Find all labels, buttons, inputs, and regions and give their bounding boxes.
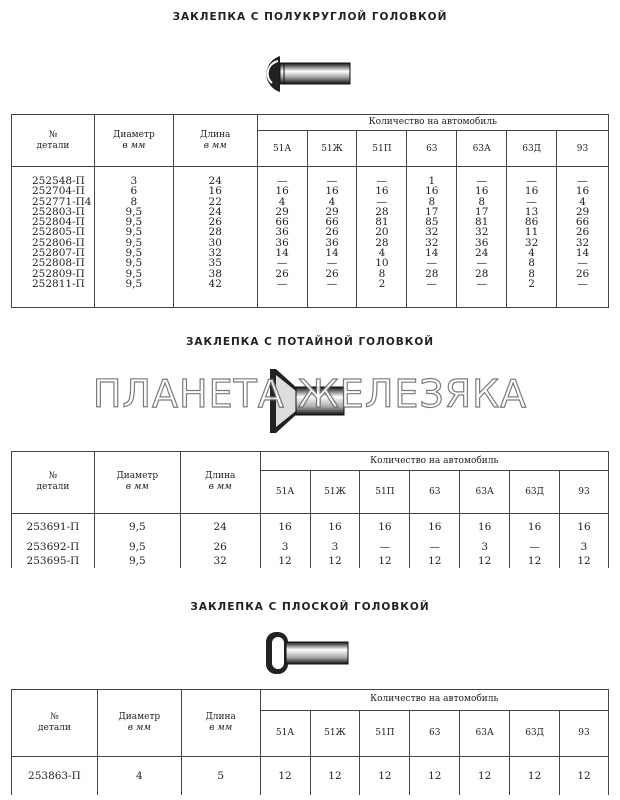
cell-value: 252805-П (32, 226, 85, 239)
quantity-column (257, 167, 307, 308)
cell-value: 32 (425, 236, 439, 249)
header-model: 51Ж (310, 471, 360, 514)
part-number-column (12, 167, 95, 308)
header-length: Длина в мм (180, 452, 260, 514)
cell-value: 6 (130, 185, 138, 198)
cell-value: 36 (325, 236, 339, 249)
header-model: 93 (557, 131, 609, 167)
header-diameter: Диаметр в мм (94, 452, 180, 514)
header-part-no: № детали (12, 115, 95, 167)
cell-value: 16 (475, 185, 489, 198)
cell-value: 16 (575, 185, 590, 198)
header-quantity: Количество на автомобиль (260, 452, 608, 471)
cell-value: 28 (208, 226, 222, 239)
cell-value: 252809-П (32, 267, 85, 280)
cell-value: 16 (325, 185, 339, 198)
header-model: 93 (560, 471, 609, 514)
cell-value: 66 (325, 216, 339, 229)
cell-quantity: 16 (310, 513, 360, 539)
cell-value: 4 (278, 195, 286, 208)
cell-quantity: 12 (260, 756, 310, 795)
cell-quantity: 12 (360, 554, 410, 568)
cell-value: 20 (375, 226, 389, 239)
cell-value: 22 (208, 195, 222, 208)
cell-value: 36 (275, 236, 289, 249)
cell-value: — (526, 195, 537, 208)
cell-value: 16 (425, 185, 439, 198)
cell-value: 14 (275, 247, 289, 260)
quantity-column (457, 167, 507, 308)
cell-value: — (376, 175, 388, 187)
cell-quantity: 3 (310, 539, 360, 553)
cell-value: 252806-П (32, 236, 85, 249)
cell-value: 11 (524, 226, 539, 239)
header-model: 63 (410, 710, 460, 756)
cell-value: 32 (524, 236, 539, 249)
cell-len: 32 (180, 554, 260, 568)
cell-quantity: 12 (560, 554, 609, 568)
header-model: 51А (257, 131, 307, 167)
quantity-column (557, 167, 609, 308)
cell-value: — (326, 277, 338, 290)
cell-value: 32 (575, 236, 590, 249)
table-row (12, 554, 609, 568)
cell-value: 4 (579, 195, 586, 208)
cell-quantity: — (360, 539, 410, 553)
cell-part: 253863-П (12, 756, 98, 795)
cell-quantity: 12 (260, 554, 310, 568)
cell-dia: 4 (97, 756, 181, 795)
round-head-rivet-table (11, 114, 609, 308)
cell-value: 16 (375, 185, 389, 198)
cell-value: 4 (528, 247, 535, 260)
cell-quantity: 12 (310, 554, 360, 568)
cell-value: 1 (428, 175, 436, 187)
diameter-column (94, 167, 173, 308)
cell-quantity: 3 (560, 539, 609, 553)
cell-dia: 9,5 (94, 539, 180, 553)
cell-quantity: 3 (260, 539, 310, 553)
cell-value: — (476, 257, 487, 270)
table-row (12, 539, 609, 553)
cell-value: 9,5 (125, 205, 143, 218)
cell-value: 42 (208, 277, 222, 290)
header-model: 51Ж (310, 710, 360, 756)
cell-value: 17 (475, 205, 489, 218)
length-column (173, 167, 257, 308)
cell-value: 29 (275, 205, 289, 218)
header-model: 63А (460, 471, 510, 514)
cell-value: 29 (325, 205, 339, 218)
header-model: 63Д (510, 471, 560, 514)
cell-value: 252811-П (32, 277, 85, 290)
header-quantity: Количество на автомобиль (257, 115, 608, 131)
cell-value: 29 (575, 205, 590, 218)
header-model: 51П (357, 131, 407, 167)
cell-quantity: 16 (260, 513, 310, 539)
cell-value: 81 (375, 216, 389, 229)
table-row (12, 513, 609, 539)
section-title-round-head: ЗАКЛЕПКА С ПОЛУКРУГЛОЙ ГОЛОВКОЙ (172, 11, 448, 23)
cell-value: — (276, 277, 288, 290)
cell-value: 86 (524, 216, 539, 229)
cell-value: 32 (208, 247, 222, 260)
cell-value: 252771-П4 (32, 195, 92, 208)
header-model: 63 (407, 131, 457, 167)
cell-quantity: 12 (410, 756, 460, 795)
cell-value: 17 (425, 205, 439, 218)
cell-quantity: — (410, 539, 460, 553)
cell-quantity: 12 (410, 554, 460, 568)
cell-value: — (326, 175, 338, 187)
cell-value: — (476, 175, 487, 187)
section-title-countersunk-head: ЗАКЛЕПКА С ПОТАЙНОЙ ГОЛОВКОЙ (185, 336, 435, 348)
cell-value: 32 (425, 226, 439, 239)
cell-dia: 9,5 (94, 513, 180, 539)
cell-part: 253695-П (12, 554, 95, 568)
flat-head-rivet-illustration (262, 628, 352, 678)
header-diameter: Диаметр в мм (97, 690, 181, 757)
cell-value: 30 (208, 236, 222, 249)
cell-quantity: 16 (460, 513, 510, 539)
quantity-column (407, 167, 457, 308)
cell-value: 36 (275, 226, 289, 239)
cell-value: 8 (478, 195, 486, 208)
cell-value: 81 (475, 216, 489, 229)
cell-quantity: 12 (460, 756, 510, 795)
cell-value: 9,5 (125, 236, 143, 249)
cell-value: 13 (524, 205, 539, 218)
cell-value: 4 (328, 195, 336, 208)
cell-value: 38 (208, 267, 222, 280)
cell-value: — (276, 257, 288, 270)
watermark-text: ПЛАНЕТА ЖЕЛЕЗЯКА (92, 372, 528, 416)
cell-quantity: 16 (360, 513, 410, 539)
countersunk-rivet-table (11, 451, 609, 568)
cell-value: — (426, 277, 438, 290)
cell-quantity: 12 (510, 554, 560, 568)
cell-value: — (326, 257, 338, 270)
cell-quantity: 12 (460, 554, 510, 568)
header-length: Длина в мм (173, 115, 257, 167)
cell-quantity: — (510, 539, 560, 553)
cell-quantity: 12 (360, 756, 410, 795)
cell-value: 16 (275, 185, 289, 198)
cell-value: 66 (575, 216, 590, 229)
cell-value: 14 (325, 247, 339, 260)
cell-value: 252548-П (32, 175, 85, 187)
cell-value: 8 (428, 195, 436, 208)
flat-head-rivet-table (11, 689, 609, 795)
cell-value: — (376, 195, 388, 208)
cell-value: 9,5 (125, 267, 143, 280)
cell-quantity: 3 (460, 539, 510, 553)
cell-value: 4 (378, 247, 386, 260)
cell-dia: 9,5 (94, 554, 180, 568)
cell-value: 36 (475, 236, 489, 249)
cell-value: 8 (528, 267, 535, 280)
cell-value: 252807-П (32, 247, 85, 260)
cell-value: — (476, 277, 487, 290)
cell-value: 252704-П (32, 185, 85, 198)
cell-value: 2 (528, 277, 535, 290)
cell-value: 24 (208, 205, 222, 218)
quantity-column (507, 167, 557, 308)
cell-value: — (426, 257, 438, 270)
cell-quantity: 16 (560, 513, 609, 539)
header-model: 51Ж (307, 131, 357, 167)
cell-value: 3 (130, 175, 138, 187)
cell-value: — (276, 175, 288, 187)
cell-value: 26 (325, 226, 339, 239)
cell-value: 252808-П (32, 257, 85, 270)
header-length: Длина в мм (181, 690, 260, 757)
cell-len: 5 (181, 756, 260, 795)
header-model: 63Д (510, 710, 560, 756)
cell-value: 24 (475, 247, 489, 260)
cell-value: 8 (528, 257, 535, 270)
round-head-rivet-illustration (256, 53, 356, 95)
header-model: 51А (260, 710, 310, 756)
cell-quantity: 12 (310, 756, 360, 795)
cell-value: 14 (575, 247, 590, 260)
cell-value: 9,5 (125, 247, 143, 260)
section-title-flat-head: ЗАКЛЕПКА С ПЛОСКОЙ ГОЛОВКОЙ (190, 601, 430, 613)
header-diameter: Диаметр в мм (94, 115, 173, 167)
header-model: 63Д (507, 131, 557, 167)
cell-value: 26 (208, 216, 222, 229)
quantity-column (307, 167, 357, 308)
cell-len: 26 (180, 539, 260, 553)
cell-value: — (526, 175, 537, 187)
cell-value: 16 (524, 185, 539, 198)
cell-value: 28 (375, 236, 389, 249)
cell-value: 9,5 (125, 226, 143, 239)
cell-value: 252803-П (32, 205, 85, 218)
header-model: 51П (360, 471, 410, 514)
header-model: 63А (457, 131, 507, 167)
cell-value: 35 (208, 257, 222, 270)
cell-value: — (577, 257, 588, 270)
cell-value: 85 (425, 216, 439, 229)
cell-quantity: 16 (410, 513, 460, 539)
header-model: 51П (360, 710, 410, 756)
cell-value: 28 (475, 267, 489, 280)
cell-value: 66 (275, 216, 289, 229)
header-part-no: № детали (12, 452, 95, 514)
header-model: 63 (410, 471, 460, 514)
cell-value: 28 (375, 205, 389, 218)
header-model: 63А (460, 710, 510, 756)
cell-value: 26 (575, 226, 590, 239)
cell-value: 9,5 (125, 257, 143, 270)
cell-value: 8 (130, 195, 138, 208)
cell-value: 8 (378, 267, 386, 280)
header-model: 51А (260, 471, 310, 514)
header-quantity: Количество на автомобиль (260, 690, 608, 711)
quantity-column (357, 167, 407, 308)
cell-value: 26 (275, 267, 289, 280)
header-model: 93 (560, 710, 609, 756)
cell-value: 10 (375, 257, 389, 270)
cell-value: 24 (208, 175, 222, 187)
table-row (12, 756, 609, 795)
cell-value: — (577, 175, 588, 187)
cell-value: 9,5 (125, 277, 143, 290)
cell-value: — (577, 277, 588, 290)
header-part-no: № детали (12, 690, 98, 757)
cell-value: 9,5 (125, 216, 143, 229)
cell-part: 253692-П (12, 539, 95, 553)
cell-value: 2 (378, 277, 386, 290)
cell-value: 28 (425, 267, 439, 280)
cell-value: 26 (325, 267, 339, 280)
cell-value: 16 (208, 185, 222, 198)
cell-value: 14 (425, 247, 439, 260)
cell-value: 32 (475, 226, 489, 239)
cell-value: 26 (575, 267, 590, 280)
cell-quantity: 12 (510, 756, 560, 795)
cell-quantity: 16 (510, 513, 560, 539)
cell-len: 24 (180, 513, 260, 539)
cell-part: 253691-П (12, 513, 95, 539)
cell-quantity: 12 (560, 756, 609, 795)
cell-value: 252804-П (32, 216, 85, 229)
